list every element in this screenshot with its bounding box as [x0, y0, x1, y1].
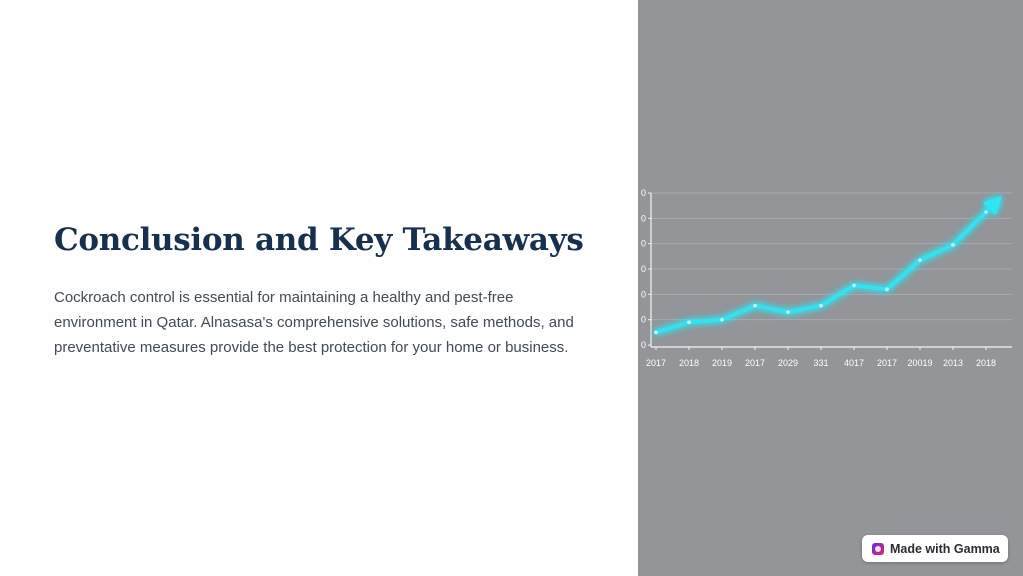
slide-body-text: Cockroach control is essential for maintaining a healthy and pest-free environment in Qatar. Alnasasa's comprehensive solutions, safe methods, and preventative measures provide the best protection for your home or business.: [54, 289, 574, 356]
growth-line-chart: [638, 0, 1023, 576]
data-point: [918, 258, 922, 262]
y-tick-label: 0: [640, 213, 646, 224]
made-with-gamma-badge[interactable]: [862, 535, 1008, 562]
y-tick-label: 0: [640, 289, 646, 300]
slide-title: Conclusion and Key Takeaways: [54, 222, 584, 258]
chart-panel: [638, 0, 1023, 576]
data-point: [951, 243, 955, 247]
y-tick-label: 0: [640, 238, 646, 249]
gamma-logo-icon: [872, 543, 884, 555]
x-tick-label: 2029: [777, 358, 799, 368]
y-tick-label: 0: [640, 188, 646, 198]
data-point: [819, 304, 823, 308]
x-tick-label: 2018: [975, 358, 997, 368]
x-tick-label: 2017: [876, 358, 898, 368]
x-tick-label: 2013: [942, 358, 964, 368]
data-point: [687, 320, 691, 324]
data-point: [753, 304, 757, 308]
x-tick-label: 4017: [843, 358, 865, 368]
data-point: [885, 287, 889, 291]
x-tick-label: 2019: [711, 358, 733, 368]
data-point: [786, 310, 790, 314]
x-tick-label: 2017: [645, 358, 667, 368]
data-point: [720, 318, 724, 322]
x-tick-label: 2017: [744, 358, 766, 368]
data-point: [654, 331, 658, 335]
y-tick-label: 0: [640, 264, 646, 274]
data-point: [852, 284, 856, 288]
y-tick-label: 0: [640, 340, 646, 350]
y-tick-label: 0: [640, 314, 646, 325]
x-tick-label: 331: [813, 358, 829, 368]
badge-label: Made with Gamma: [890, 541, 1000, 556]
x-tick-label: 20019: [907, 358, 933, 368]
x-tick-label: 2018: [678, 358, 700, 368]
data-point: [984, 210, 988, 214]
